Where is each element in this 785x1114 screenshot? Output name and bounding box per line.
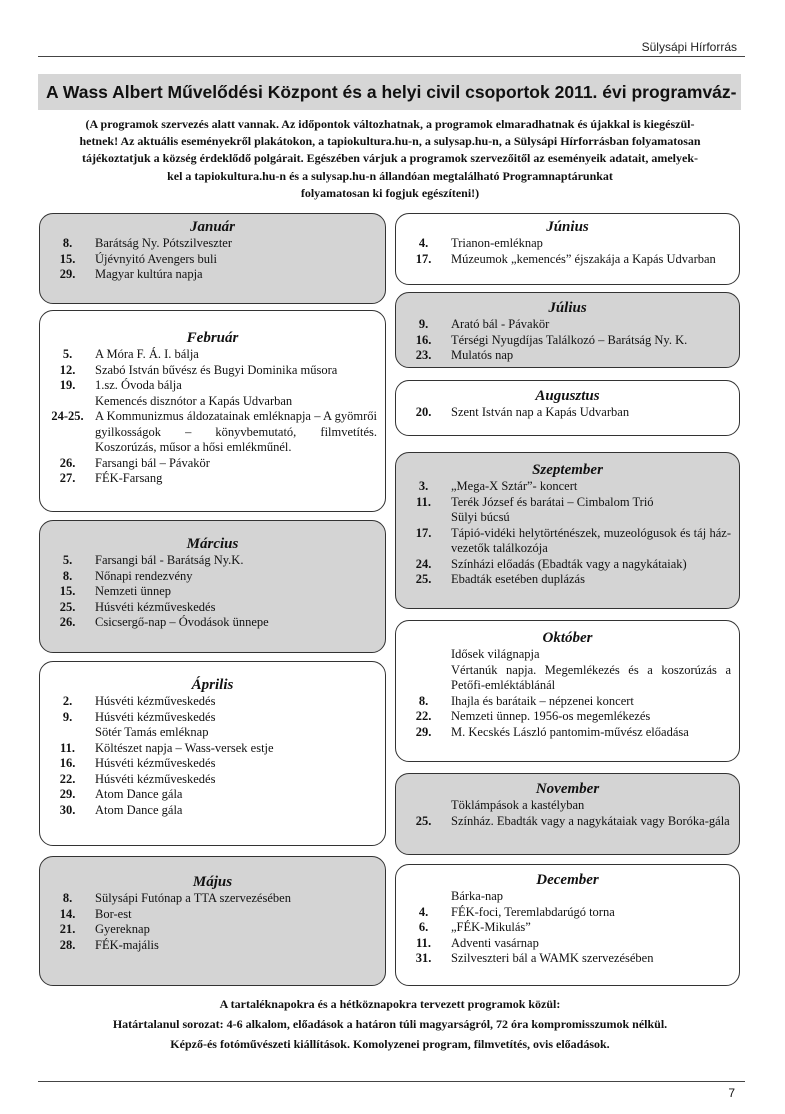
event-day: 11. [60, 740, 75, 755]
event-row [396, 495, 739, 511]
event-row [396, 572, 739, 588]
event-text: Tápió-vidéki helytörténészek, muzeológusok és táj ház-vezetők találkozója [451, 525, 731, 555]
event-day: 15. [59, 251, 76, 266]
month-title: Március [186, 536, 239, 552]
event-row [40, 252, 385, 268]
event-day: 16. [415, 332, 432, 347]
event-day: 23. [415, 348, 432, 362]
event-row [396, 798, 739, 814]
event-day: 26. [59, 455, 76, 470]
event-row [40, 787, 385, 803]
month-box-november [395, 773, 740, 855]
event-row [40, 772, 385, 788]
month-box-szeptember [395, 452, 740, 609]
event-day: 29. [415, 724, 432, 739]
event-row [40, 756, 385, 772]
event-row [40, 394, 385, 410]
intro-line: hetnek! Az aktuális eseményekről plakátokon, a tapiokultura.hu-n, a sulysap.hu-n, a Sülysápi Hírforrásban folyamatosan [79, 134, 701, 149]
event-text: Töklámpások a kastélyban [451, 798, 585, 812]
event-text: Szabó István bűvész és Bugyi Dominika műsora [95, 362, 338, 377]
event-day: 26. [59, 615, 76, 629]
event-day: 25. [59, 599, 76, 614]
event-day: 28. [59, 937, 76, 952]
event-text: Bárka-nap [451, 889, 504, 903]
event-text: Húsvéti kézműveskedés [95, 771, 216, 786]
month-title: Július [548, 300, 587, 316]
event-text: A Móra F. Á. I. bálja [95, 347, 199, 361]
event-day: 8. [62, 236, 73, 250]
event-text: Nemzeti ünnep [95, 584, 172, 598]
event-row [40, 907, 385, 923]
month-box-majus [39, 856, 386, 986]
page-title: A Wass Albert Művelődési Központ és a helyi civil csoportok 2011. évi programváz- [38, 74, 741, 110]
event-day: 17. [415, 251, 432, 266]
event-row [396, 510, 739, 526]
event-day: 2. [62, 694, 73, 708]
event-text: Költészet napja – Wass-versek estje [95, 740, 274, 755]
event-day: 20. [415, 405, 432, 419]
month-box-februar [39, 310, 386, 512]
month-title: Június [546, 219, 589, 235]
event-row [396, 526, 739, 557]
event-day: 14. [59, 906, 76, 921]
event-text: Húsvéti kézműveskedés [95, 709, 216, 724]
event-row [396, 905, 739, 921]
footer-divider [38, 1081, 745, 1082]
event-day: 30. [59, 802, 76, 817]
month-box-oktober [395, 620, 740, 762]
event-text: FÉK-Farsang [95, 471, 163, 485]
month-box-december [395, 864, 740, 986]
event-day: 25. [415, 813, 432, 828]
event-row [40, 267, 385, 283]
footer-line: Határtalanul sorozat: 4-6 alkalom, előadások a határon túli magyarságról, 72 óra kompromisszumok nélkül. [112, 1017, 668, 1031]
event-text: Ebadták esetében duplázás [451, 572, 585, 586]
event-day: 11. [416, 935, 431, 950]
event-day: 4. [418, 904, 429, 919]
event-text: Húsvéti kézműveskedés [95, 694, 216, 708]
event-text: Húsvéti kézműveskedés [95, 756, 216, 770]
event-text: Trianon-emléknap [451, 236, 543, 250]
event-row [396, 889, 739, 905]
event-day: 22. [415, 709, 432, 723]
footer-notes [38, 994, 742, 1054]
footer-line: A tartaléknapokra és a hétköznapokra tervezett programok közül: [219, 997, 561, 1011]
month-title: November [535, 781, 600, 797]
event-row [396, 709, 739, 725]
event-text: „Mega-X Sztár”- koncert [451, 479, 578, 493]
event-text: A Kommunizmus áldozatainak emléknapja – A gyömrői gyilkosságok – könyvbemutató, filmvetítés. Koszorúzás, műsor a hősi emlékműnél. [95, 409, 377, 454]
month-title: Augusztus [535, 388, 600, 404]
event-row [40, 456, 385, 472]
event-row [40, 600, 385, 616]
event-day: 5. [62, 347, 73, 361]
event-day: 24-25. [51, 409, 84, 423]
event-row [396, 951, 739, 967]
intro-paragraph [38, 116, 742, 202]
event-row [396, 920, 739, 936]
event-row [40, 891, 385, 907]
event-text: Bor-est [95, 906, 132, 921]
event-row [40, 553, 385, 569]
event-row [396, 557, 739, 573]
event-text: Atom Dance gála [95, 802, 183, 817]
event-text: Mulatós nap [451, 348, 514, 362]
month-title: Május [192, 874, 233, 890]
event-row [40, 569, 385, 585]
event-row [40, 471, 385, 487]
event-text: „FÉK-Mikulás” [451, 920, 531, 934]
header-divider [38, 56, 745, 57]
event-text: Arató bál - Pávakör [451, 317, 550, 331]
month-title: Április [191, 677, 234, 693]
event-row [396, 479, 739, 495]
event-text: Gyereknap [95, 922, 150, 936]
month-box-marcius [39, 520, 386, 653]
publication-name: Sülysápi Hírforrás [641, 40, 737, 54]
event-text: Múzeumok „kemencés” éjszakája a Kapás Udvarban [451, 251, 716, 266]
event-row [40, 409, 385, 456]
event-text: Magyar kultúra napja [95, 267, 203, 281]
page-number: 7 [728, 1086, 735, 1100]
event-day: 16. [59, 756, 76, 770]
event-row [396, 405, 739, 421]
event-row [396, 814, 739, 830]
event-row [396, 936, 739, 952]
event-text: Idősek világnapja [451, 647, 540, 661]
event-row [40, 363, 385, 379]
event-text: Nemzeti ünnep. 1956-os megemlékezés [451, 709, 651, 723]
event-day: 4. [418, 236, 429, 250]
event-text: Terék József és barátai – Cimbalom Trió [451, 494, 654, 509]
event-row [40, 694, 385, 710]
event-row [396, 663, 739, 694]
event-row [40, 615, 385, 631]
event-day: 3. [418, 479, 429, 493]
event-day: 24. [415, 556, 432, 571]
event-row [40, 236, 385, 252]
event-day: 8. [62, 891, 73, 905]
event-text: Szilveszteri bál a WAMK szervezésében [451, 951, 654, 965]
event-day: 29. [59, 787, 76, 801]
intro-line: (A programok szervezés alatt vannak. Az időpontok változhatnak, a programok elmaradhatnak és újakkal is kiegészül- [85, 117, 695, 131]
event-day: 11. [416, 494, 431, 509]
event-day: 12. [59, 362, 76, 377]
event-row [396, 348, 739, 364]
event-text: Szent István nap a Kapás Udvarban [451, 405, 630, 419]
event-row [40, 741, 385, 757]
event-text: Atom Dance gála [95, 787, 183, 801]
month-box-junius [395, 213, 740, 285]
event-text: Adventi vasárnap [451, 935, 539, 950]
month-box-julius [395, 292, 740, 368]
event-day: 8. [418, 693, 429, 708]
event-row [40, 347, 385, 363]
event-text: Színházi előadás (Ebadták vagy a nagykátaiak) [451, 556, 687, 571]
event-text: FÉK-foci, Teremlabdarúgó torna [451, 904, 615, 919]
event-day: 29. [59, 267, 76, 281]
event-text: 1.sz. Óvoda bálja [95, 378, 182, 392]
event-day: 19. [59, 378, 76, 392]
event-day: 15. [59, 584, 76, 598]
event-text: Színház. Ebadták vagy a nagykátaiak vagy Boróka-gála [451, 813, 730, 828]
event-row [40, 710, 385, 726]
month-title: Február [186, 330, 239, 346]
month-title: December [536, 872, 599, 888]
event-text: Nőnapi rendezvény [95, 568, 193, 583]
event-row [396, 647, 739, 663]
event-text: Sülyi búcsú [451, 510, 510, 524]
event-row [40, 922, 385, 938]
event-text: Kemencés disznótor a Kapás Udvarban [95, 393, 293, 408]
event-text: Sötér Tamás emléknap [95, 725, 209, 739]
month-title: Október [542, 630, 593, 646]
event-row [396, 252, 739, 268]
event-row [40, 725, 385, 741]
event-row [396, 236, 739, 252]
event-text: Vértanúk napja. Megemlékezés és a koszorúzás a Petőfi-emléktáblánál [451, 662, 731, 692]
event-text: Ihajla és barátaik – népzenei koncert [451, 693, 634, 708]
event-row [40, 938, 385, 954]
intro-line: kel a tapiokultura.hu-n és a sulysap.hu-n állandóan megtalálható Programnaptárunkat [167, 168, 613, 183]
event-row [396, 694, 739, 710]
event-day: 9. [62, 709, 73, 724]
event-text: Húsvéti kézműveskedés [95, 599, 216, 614]
event-text: Csicsergő-nap – Óvodások ünnepe [95, 615, 269, 629]
event-row [396, 333, 739, 349]
intro-line: tájékoztatjuk a község érdeklődő polgárait. Egészében várjuk a programok szervezőitől az eseményeik adatait, amelyek- [81, 151, 699, 166]
month-title: Január [189, 219, 236, 235]
event-day: 25. [415, 572, 432, 586]
month-box-aprilis [39, 661, 386, 846]
event-day: 17. [415, 525, 432, 540]
month-title: Szeptember [532, 462, 603, 478]
event-day: 6. [418, 920, 429, 934]
event-text: Térségi Nyugdíjas Találkozó – Barátság Ny. K. [451, 332, 688, 347]
event-row [40, 378, 385, 394]
event-text: Barátság Ny. Pótszilveszter [95, 236, 232, 250]
event-day: 31. [415, 951, 432, 965]
event-day: 22. [59, 771, 76, 786]
event-day: 5. [62, 553, 73, 567]
event-row [40, 584, 385, 600]
event-day: 27. [59, 471, 76, 485]
event-text: Farsangi bál - Barátság Ny.K. [95, 553, 244, 567]
event-row [396, 725, 739, 741]
month-box-augusztus [395, 380, 740, 436]
event-day: 21. [59, 922, 76, 936]
event-day: 8. [62, 568, 73, 583]
month-box-januar [39, 213, 386, 304]
event-day: 9. [418, 317, 429, 331]
event-text: Újévnyitó Avengers buli [95, 251, 217, 266]
event-text: FÉK-majális [95, 937, 159, 952]
event-text: Farsangi bál – Pávakör [95, 455, 210, 470]
footer-line: Képző-és fotóművészeti kiállítások. Komolyzenei program, filmvetítés, ovis előadások. [170, 1037, 610, 1051]
event-text: M. Kecskés László pantomim-művész előadása [451, 724, 689, 739]
intro-line: folyamatosan ki fogjuk egészíteni!) [300, 185, 480, 200]
event-text: Sülysápi Futónap a TTA szervezésében [95, 891, 291, 905]
event-row [40, 803, 385, 819]
event-row [396, 317, 739, 333]
